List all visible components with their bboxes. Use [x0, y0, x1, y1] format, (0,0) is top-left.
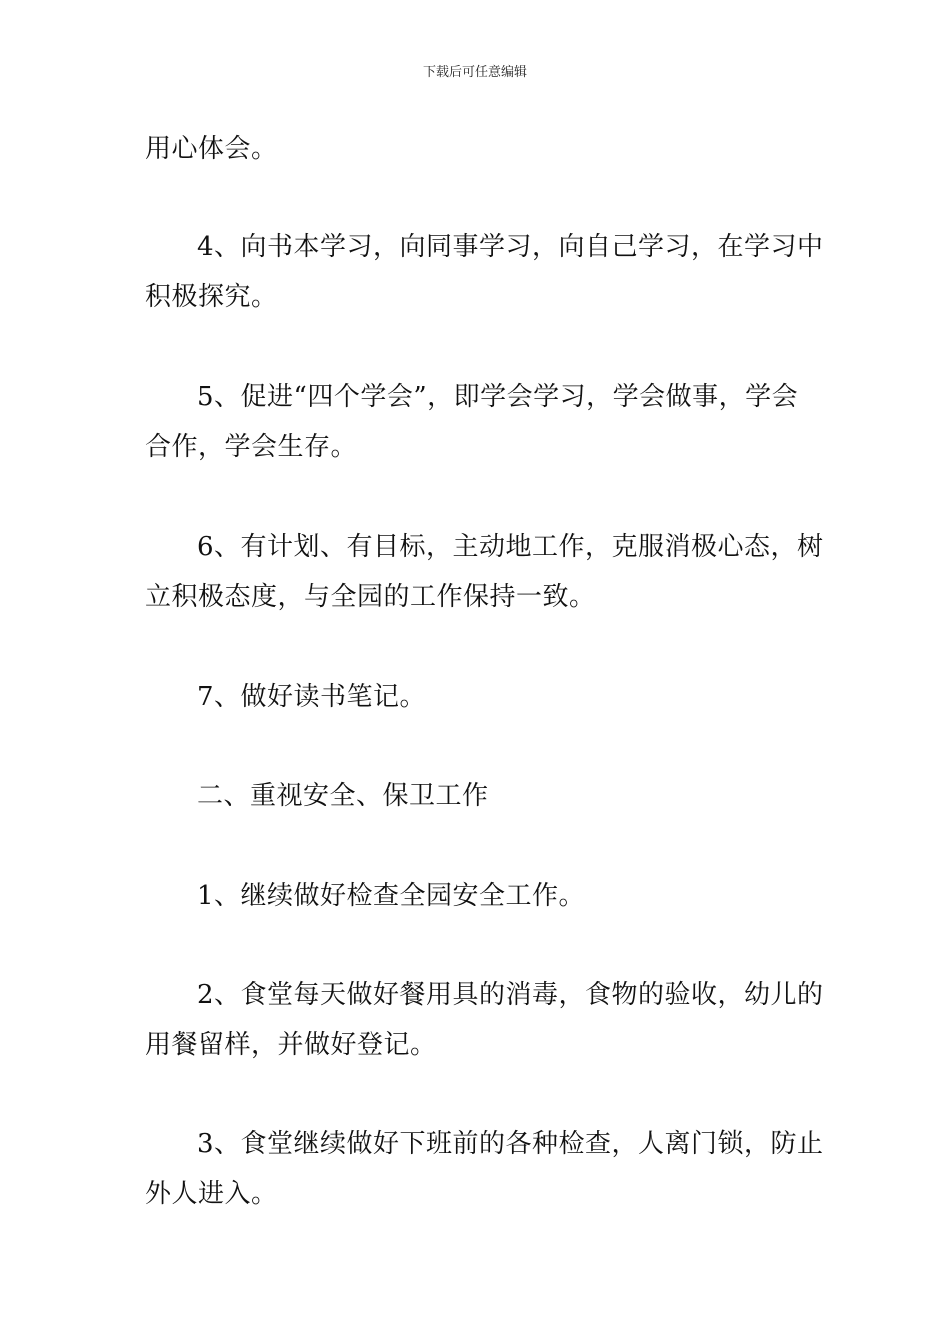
section-heading — [145, 771, 810, 821]
paragraph-line: 积极探究。 — [145, 282, 278, 312]
paragraph-line: 立积极态度，与全园的工作保持一致。 — [145, 582, 596, 612]
paragraph-line: 用心体会。 — [145, 134, 278, 164]
paragraph-item-6 — [145, 522, 824, 622]
paragraph-line: 6、有计划、有目标，主动地工作，克服消极心态，树 — [197, 532, 824, 562]
paragraph-line: 合作，学会生存。 — [145, 432, 358, 462]
paragraph-line: 用餐留样，并做好登记。 — [145, 1030, 437, 1060]
paragraph-line: 7、做好读书笔记。 — [197, 682, 427, 712]
paragraph-item-5 — [145, 372, 810, 472]
paragraph-line: 5、促进“四个学会”，即学会学习，学会做事，学会 — [197, 382, 799, 412]
paragraph-line: 2、食堂每天做好餐用具的消毒，食物的验收，幼儿的 — [197, 980, 824, 1010]
paragraph-line: 4、向书本学习，向同事学习，向自己学习，在学习中 — [197, 232, 824, 262]
paragraph-safety-2 — [145, 970, 824, 1070]
paragraph-safety-3 — [145, 1119, 824, 1219]
page-header: 下载后可任意编辑 — [422, 65, 527, 80]
paragraph-continuation — [145, 124, 810, 174]
paragraph-item-7 — [145, 672, 810, 722]
paragraph-line: 二、重视安全、保卫工作 — [197, 781, 489, 811]
paragraph-line: 3、食堂继续做好下班前的各种检查，人离门锁，防止 — [197, 1129, 824, 1159]
paragraph-item-4 — [145, 222, 824, 322]
paragraph-line: 外人进入。 — [145, 1179, 278, 1209]
paragraph-safety-1 — [145, 871, 810, 921]
paragraph-line: 1、继续做好检查全园安全工作。 — [197, 881, 586, 911]
